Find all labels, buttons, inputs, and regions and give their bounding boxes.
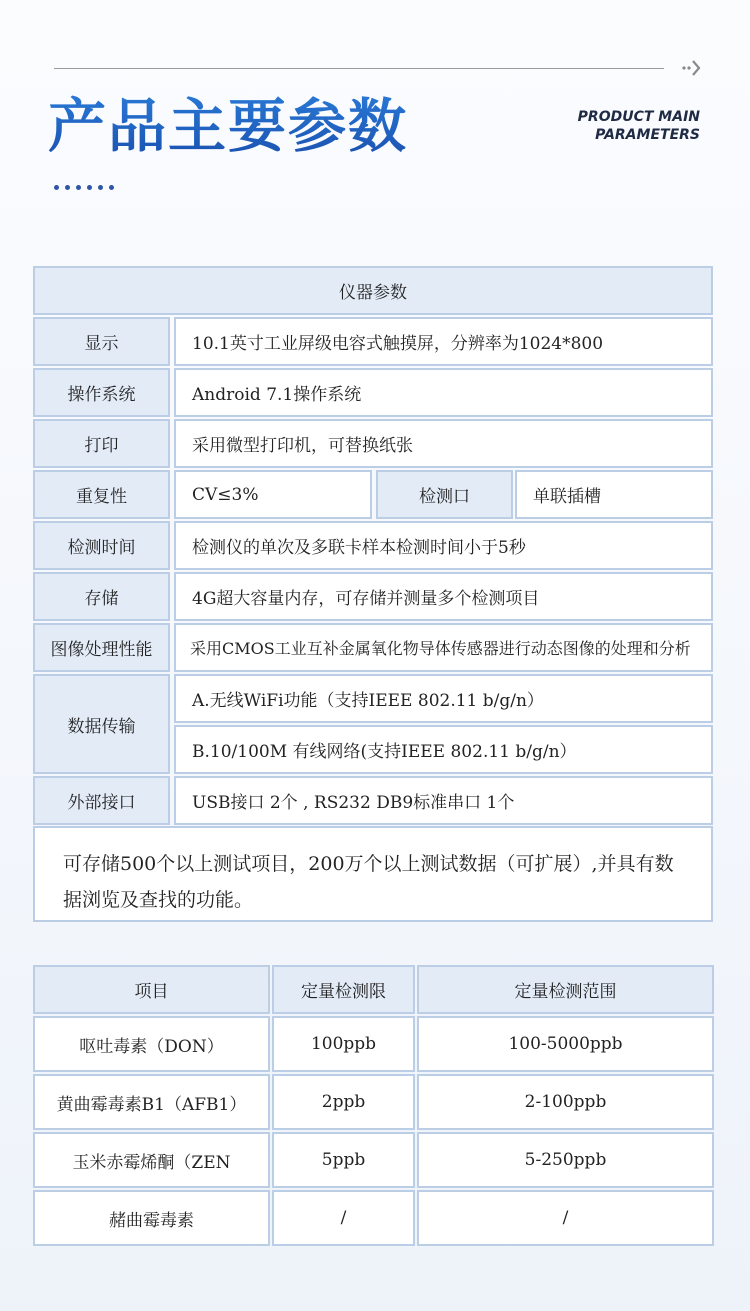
detection-limit: 5ppb — [272, 1132, 415, 1188]
detection-item: 呕吐毒素（DON） — [33, 1016, 270, 1072]
spec-value-wired: B.10/100M 有线网络(支持IEEE 802.11 b/g/n） — [174, 725, 713, 774]
detection-limit: / — [272, 1190, 415, 1246]
spec-value-os: Android 7.1操作系统 — [174, 368, 713, 417]
spec-value-print: 采用微型打印机，可替换纸张 — [174, 419, 713, 468]
detection-limit: 2ppb — [272, 1074, 415, 1130]
spec-value-repeatability: CV≤3% — [174, 470, 372, 519]
detection-header-item: 项目 — [33, 965, 270, 1014]
chevron-right-icon — [680, 58, 704, 78]
spec-value-wifi: A.无线WiFi功能（支持IEEE 802.11 b/g/n） — [174, 674, 713, 723]
detection-item: 赭曲霉毒素 — [33, 1190, 270, 1246]
page-subtitle — [578, 108, 700, 144]
specs-description: 可存储500个以上测试项目，200万个以上测试数据（可扩展）,并具有数据浏览及查找的功能。 — [33, 826, 713, 922]
detection-range: / — [417, 1190, 714, 1246]
spec-label-detection-port: 检测口 — [376, 470, 513, 519]
header-divider — [54, 68, 664, 69]
detection-range: 5-250ppb — [417, 1132, 714, 1188]
decorative-dots — [54, 185, 114, 190]
spec-value-image-processing: 采用CMOS工业互补金属氧化物导体传感器进行动态图像的处理和分析 — [174, 623, 713, 672]
spec-value-display: 10.1英寸工业屏级电容式触摸屏，分辨率为1024*800 — [174, 317, 713, 366]
spec-label-storage: 存储 — [33, 572, 170, 621]
subtitle-line-1: PRODUCT MAIN — [577, 109, 700, 125]
spec-value-external-ports: USB接口 2个 , RS232 DB9标准串口 1个 — [174, 776, 713, 825]
detection-header-limit: 定量检测限 — [272, 965, 415, 1014]
spec-label-os: 操作系统 — [33, 368, 170, 417]
spec-label-external-ports: 外部接口 — [33, 776, 170, 825]
spec-value-detection-time: 检测仪的单次及多联卡样本检测时间小于5秒 — [174, 521, 713, 570]
spec-label-display: 显示 — [33, 317, 170, 366]
spec-label-image-processing: 图像处理性能 — [33, 623, 170, 672]
spec-label-detection-time: 检测时间 — [33, 521, 170, 570]
detection-header-range: 定量检测范围 — [417, 965, 714, 1014]
detection-limit: 100ppb — [272, 1016, 415, 1072]
page-title: 产品主要参数 — [48, 88, 408, 164]
detection-item: 黄曲霉毒素B1（AFB1） — [33, 1074, 270, 1130]
spec-value-detection-port: 单联插槽 — [515, 470, 713, 519]
spec-value-storage: 4G超大容量内存，可存储并测量多个检测项目 — [174, 572, 713, 621]
detection-item: 玉米赤霉烯酮（ZEN — [33, 1132, 270, 1188]
specs-table-title: 仪器参数 — [33, 266, 713, 315]
spec-label-print: 打印 — [33, 419, 170, 468]
spec-label-repeatability: 重复性 — [33, 470, 170, 519]
subtitle-line-2: PARAMETERS — [595, 127, 700, 143]
detection-range: 100-5000ppb — [417, 1016, 714, 1072]
spec-label-data-transfer: 数据传输 — [33, 674, 170, 774]
detection-range: 2-100ppb — [417, 1074, 714, 1130]
